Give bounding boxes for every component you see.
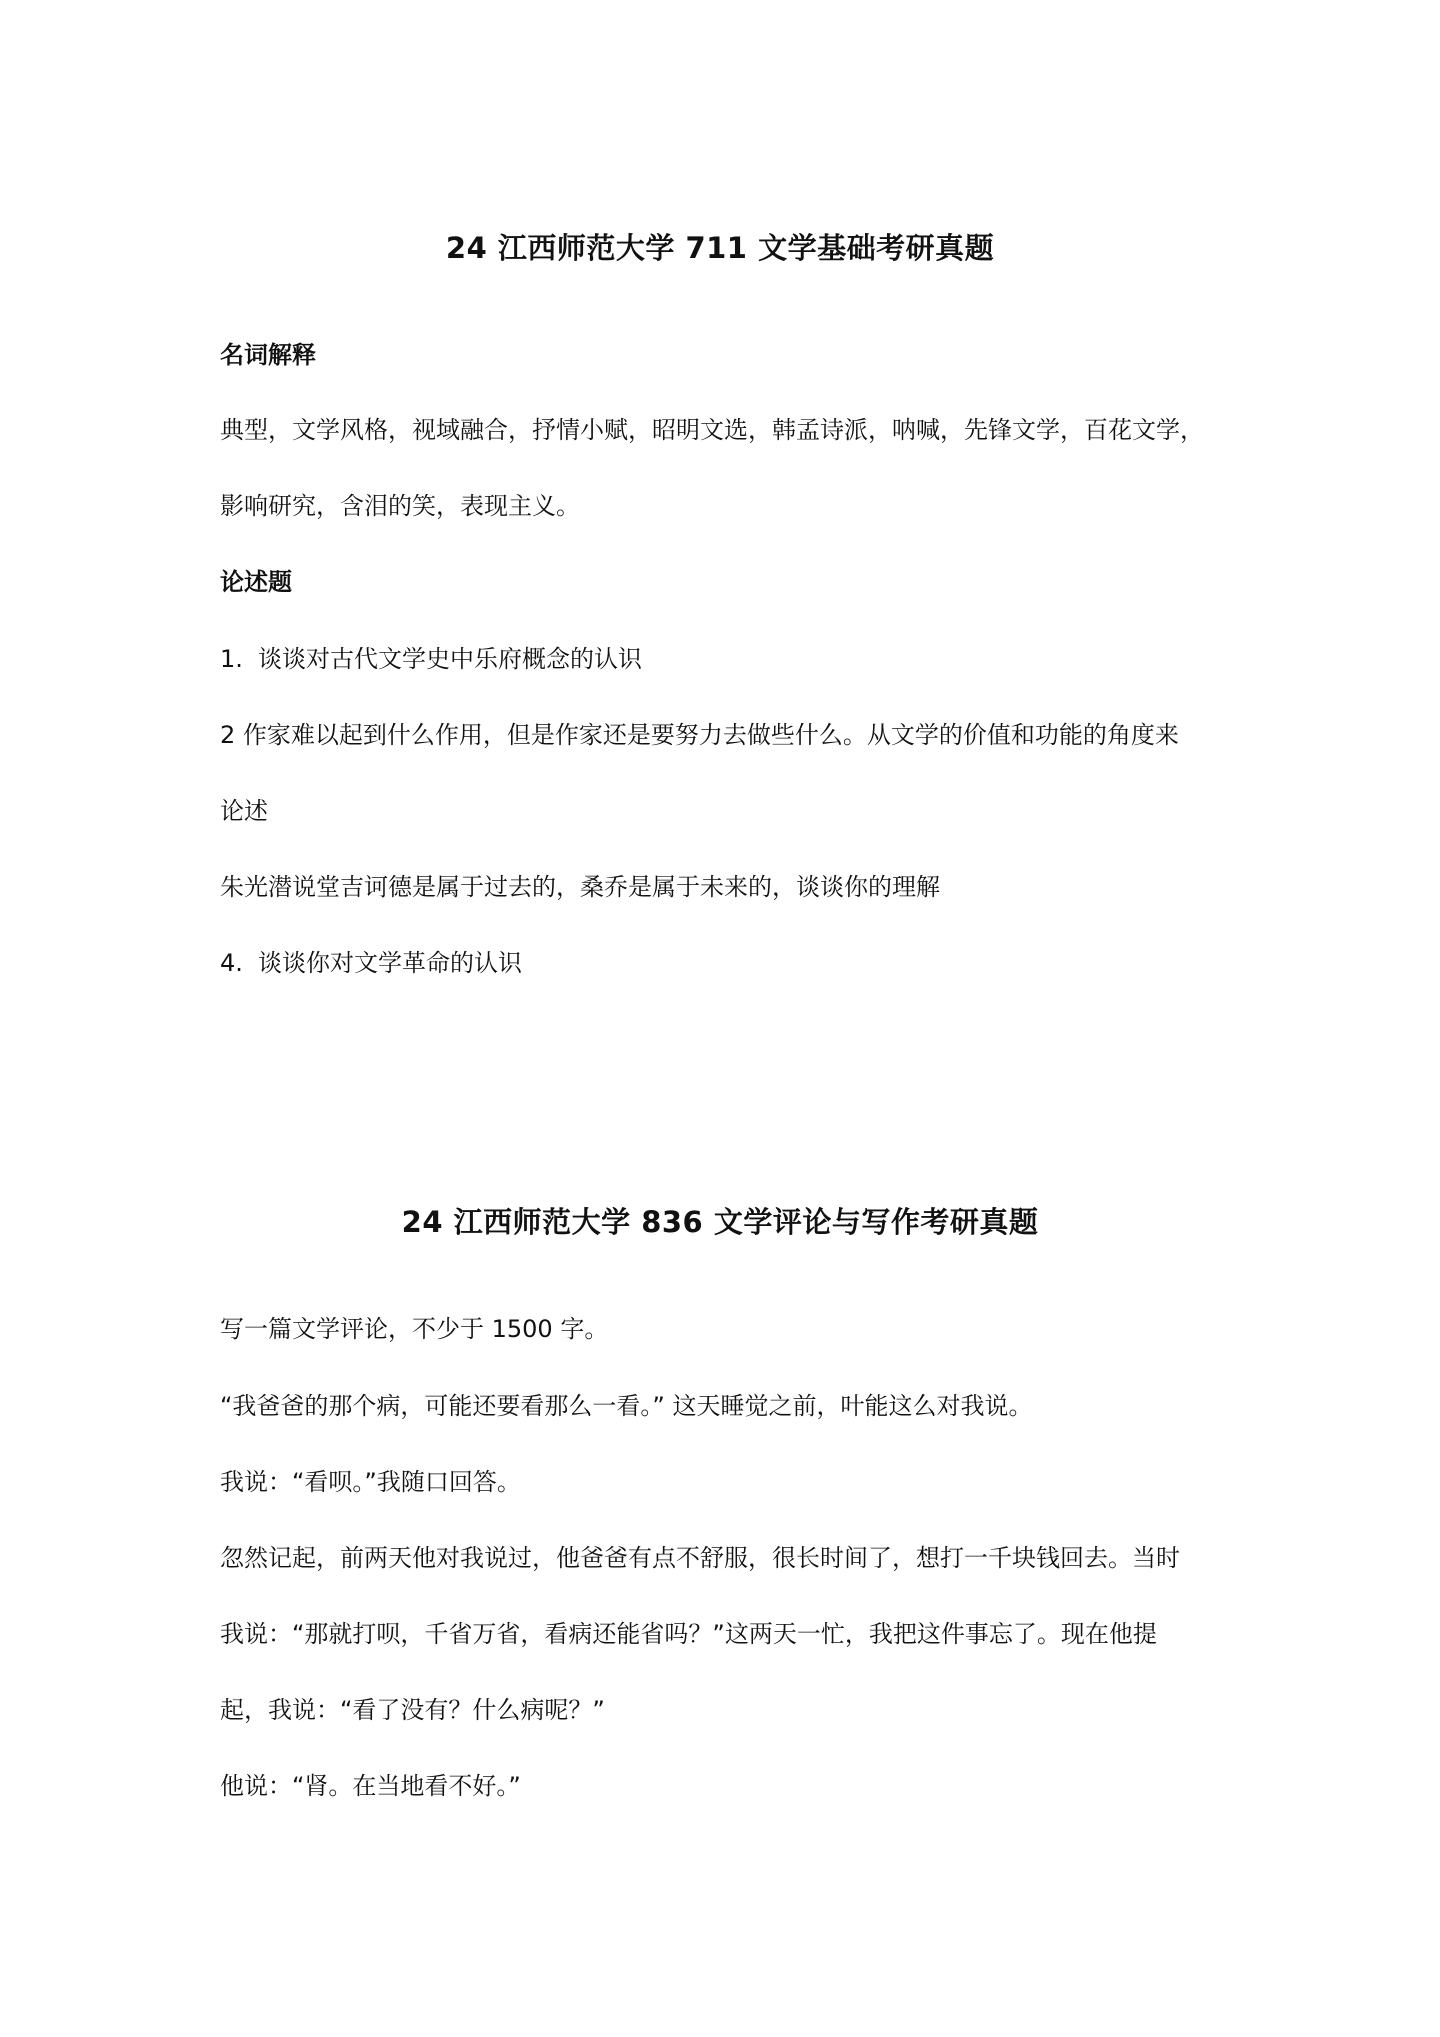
question-3: 朱光潜说堂吉诃德是属于过去的，桑乔是属于未来的，谈谈你的理解	[220, 873, 940, 901]
question-4-text: 谈谈你对文学革命的认识	[258, 949, 522, 977]
question-1-number: 1.	[220, 645, 243, 673]
question-1-text: 谈谈对古代文学史中乐府概念的认识	[258, 645, 642, 673]
passage-line-6: 他说：“肾。在当地看不好。”	[220, 1772, 521, 1800]
question-1	[220, 642, 1240, 676]
terms-line-2: 影响研究，含泪的笑，表现主义。	[220, 492, 580, 520]
question-2-line-2: 论述	[220, 797, 268, 825]
heading-essay: 论述题	[220, 568, 292, 596]
doc1-title: 24 江西师范大学 711 文学基础考研真题	[445, 231, 995, 265]
passage-line-5: 起，我说：“看了没有？什么病呢？”	[220, 1696, 605, 1724]
question-4-number: 4.	[220, 949, 243, 977]
doc2-title: 24 江西师范大学 836 文学评论与写作考研真题	[401, 1205, 1039, 1239]
terms-line-1: 典型，文学风格，视域融合，抒情小赋，昭明文选，韩孟诗派，呐喊，先锋文学，百花文学，	[220, 416, 1204, 444]
question-4	[220, 946, 1240, 980]
passage-line-4: 我说：“那就打呗，千省万省，看病还能省吗？”这两天一忙，我把这件事忘了。现在他提	[220, 1620, 1157, 1648]
passage-line-2: 我说：“看呗。”我随口回答。	[220, 1468, 521, 1496]
prompt-paragraph: 写一篇文学评论，不少于 1500 字。	[220, 1315, 609, 1343]
question-2-line-1: 2 作家难以起到什么作用，但是作家还是要努力去做些什么。从文学的价值和功能的角度来	[220, 721, 1179, 749]
passage-line-3: 忽然记起，前两天他对我说过，他爸爸有点不舒服，很长时间了，想打一千块钱回去。当时	[220, 1544, 1180, 1572]
heading-terms: 名词解释	[220, 341, 316, 369]
passage-line-1: “我爸爸的那个病，可能还要看那么一看。” 这天睡觉之前，叶能这么对我说。	[220, 1392, 1033, 1420]
